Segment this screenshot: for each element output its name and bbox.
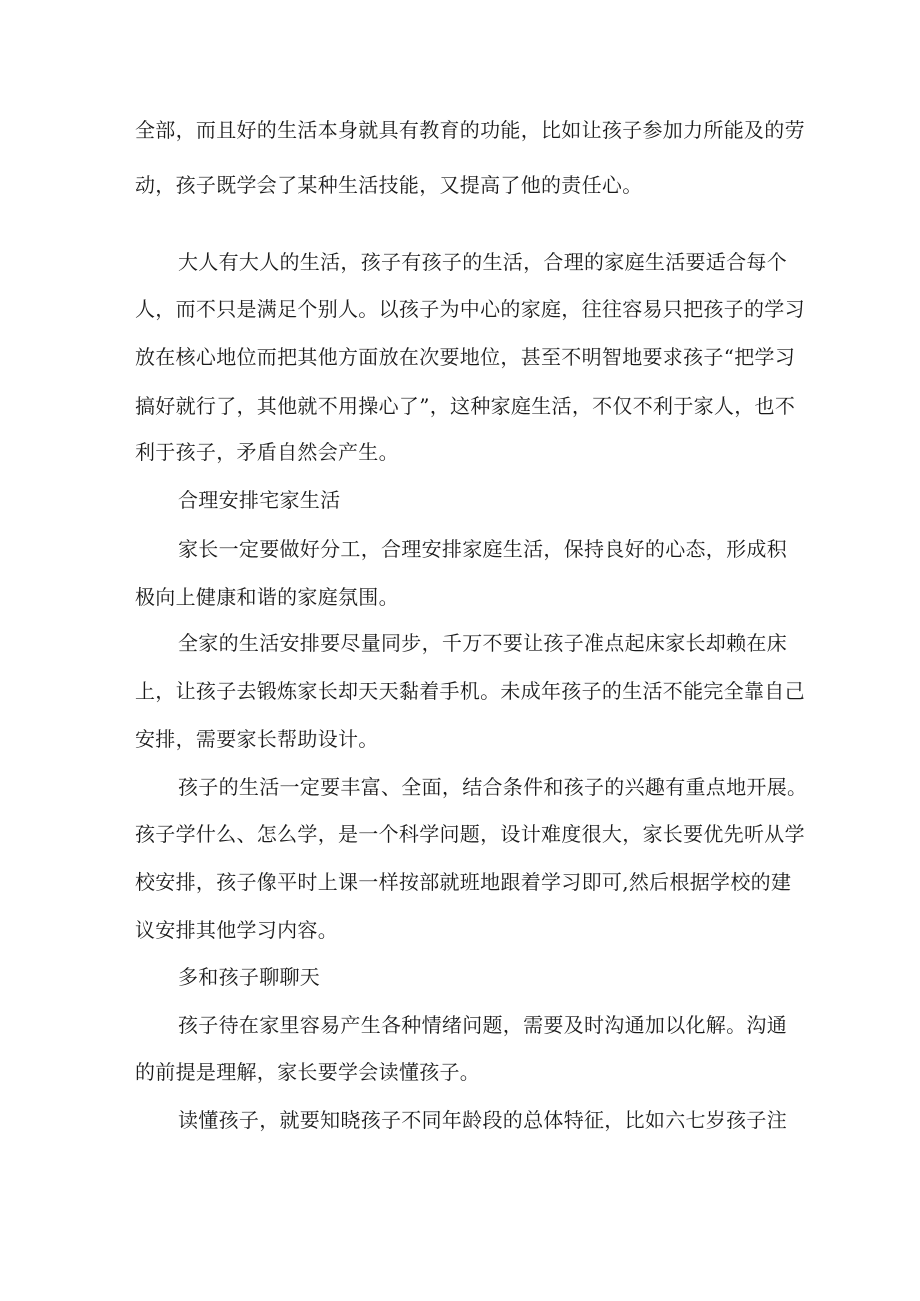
paragraph-line: 大人有大人的生活，孩子有孩子的生活，合理的家庭生活要适合每个: [178, 250, 787, 274]
paragraph-line: 搞好就行了，其他就不用操心了”，这种家庭生活，不仅不利于家人，也不: [135, 394, 796, 418]
paragraph-line: 极向上健康和谐的家庭氛围。: [135, 585, 399, 609]
section-heading: 多和孩子聊聊天: [178, 965, 321, 989]
paragraph-line: 家长一定要做好分工，合理安排家庭生活，保持良好的心态，形成积: [178, 537, 787, 561]
paragraph-line: 议安排其他学习内容。: [135, 918, 338, 942]
paragraph-line: 读懂孩子，就要知晓孩子不同年龄段的总体特征，比如六七岁孩子注: [178, 1108, 787, 1132]
paragraph-line: 校安排，孩子像平时上课一样按部就班地跟着学习即可,然后根据学校的建: [135, 870, 792, 894]
paragraph-line: 上，让孩子去锻炼家长却天天黏着手机。未成年孩子的生活不能完全靠自己: [135, 679, 805, 703]
paragraph-line: 孩子待在家里容易产生各种情绪问题，需要及时沟通加以化解。沟通: [178, 1013, 787, 1037]
paragraph-line: 孩子学什么、怎么学，是一个科学问题，设计难度很大，家长要优先听从学: [135, 822, 805, 846]
paragraph-line: 孩子的生活一定要丰富、全面，结合条件和孩子的兴趣有重点地开展。: [178, 775, 808, 799]
paragraph-line: 放在核心地位而把其他方面放在次要地位，甚至不明智地要求孩子“把学习: [135, 345, 796, 369]
section-heading: 合理安排宅家生活: [178, 488, 341, 512]
paragraph-line: 安排，需要家长帮助设计。: [135, 727, 379, 751]
paragraph-line: 利于孩子，矛盾自然会产生。: [135, 440, 399, 464]
paragraph-line: 人，而不只是满足个别人。以孩子为中心的家庭，往往容易只把孩子的学习: [135, 297, 805, 321]
paragraph-line: 动，孩子既学会了某种生活技能，又提高了他的责任心。: [135, 173, 643, 197]
paragraph-line: 全部，而且好的生活本身就具有教育的功能，比如让孩子参加力所能及的劳: [135, 118, 805, 142]
paragraph-line: 全家的生活安排要尽量同步，千万不要让孩子准点起床家长却赖在床: [178, 631, 787, 655]
paragraph-line: 的前提是理解，家长要学会读懂孩子。: [135, 1060, 481, 1084]
